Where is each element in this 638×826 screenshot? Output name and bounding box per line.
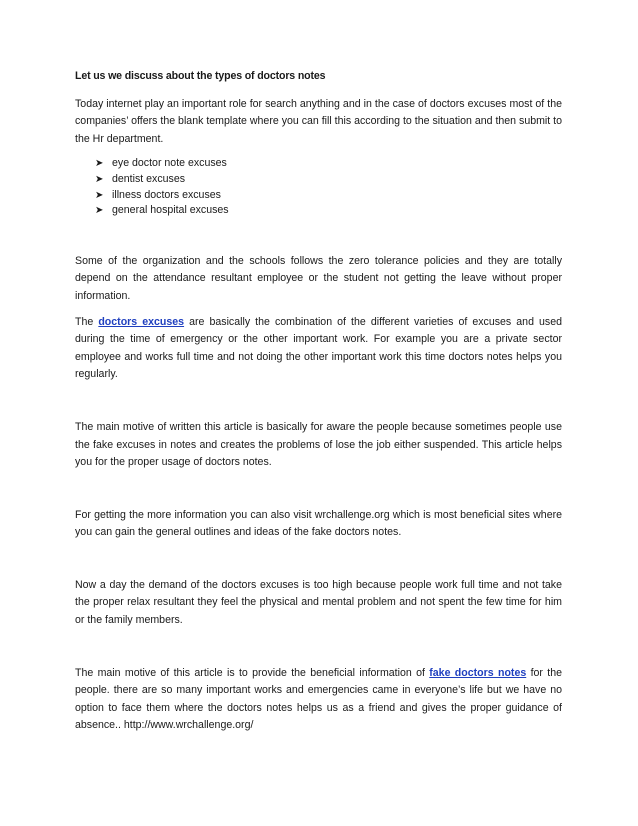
list-item-text: dentist excuses bbox=[112, 172, 186, 185]
demand-paragraph: Now a day the demand of the doctors excuses is too high because people work full time and not take the proper relax resultant they feel the physical and mental problem and not spent the few time for him or the family members. bbox=[75, 578, 562, 627]
list-item bbox=[95, 172, 562, 188]
list-item bbox=[95, 203, 562, 219]
list-item bbox=[95, 188, 562, 204]
list-item-text: general hospital excuses bbox=[112, 204, 229, 217]
final-text-after: for the people. there are so many important works and emergencies came in everyone’s life but we have no option to face them where the doctors notes helps us as a friend and gives the proper guidance of absence.. http://www.wrchallenge.org/ bbox=[75, 666, 562, 732]
arrow-bullet-icon: ➤ bbox=[95, 173, 104, 185]
intro-paragraph: Today internet play an important role for search anything and in the case of doctors excuses most of the companies’ offers the blank template where you can fill this according to the situation and then submit to the Hr department. bbox=[75, 97, 563, 145]
combination-paragraph bbox=[75, 314, 562, 384]
final-text-before: The main motive of this article is to provide the beneficial information of bbox=[75, 666, 430, 679]
document-heading: Let us we discuss about the types of doctors notes bbox=[75, 70, 326, 82]
fake-doctors-notes-link[interactable]: fake doctors notes bbox=[429, 666, 527, 679]
list-item bbox=[95, 156, 562, 172]
list-item-text: illness doctors excuses bbox=[112, 188, 221, 201]
more-info-paragraph: For getting the more information you can also visit wrchallenge.org which is most beneficial sites where you can gain the general outlines and ideas of the fake doctors notes. bbox=[75, 508, 562, 539]
arrow-bullet-icon: ➤ bbox=[95, 189, 104, 201]
zero-tolerance-paragraph: Some of the organization and the schools follows the zero tolerance policies and they are totally depend on the attendance resultant employee or the student not getting the leave without proper information. bbox=[75, 254, 562, 302]
combination-text-after: are basically the combination of the different varieties of excuses and used during the time of emergency or the other important work. For example you are a private sector employee and works full time and not doing the other important work this time doctors notes helps you regularly. bbox=[75, 315, 562, 381]
arrow-bullet-icon: ➤ bbox=[95, 205, 104, 217]
excuse-types-list bbox=[75, 156, 562, 218]
doctors-excuses-link[interactable]: doctors excuses bbox=[98, 315, 185, 328]
combination-text-before: The bbox=[75, 315, 99, 328]
arrow-bullet-icon: ➤ bbox=[95, 158, 104, 170]
list-item-text: eye doctor note excuses bbox=[112, 157, 227, 170]
motive-paragraph: The main motive of written this article is basically for aware the people because sometimes people use the fake excuses in notes and creates the problems of lose the job either suspended. This article helps you for the proper usage of doctors notes. bbox=[75, 420, 562, 469]
final-paragraph bbox=[75, 665, 562, 735]
